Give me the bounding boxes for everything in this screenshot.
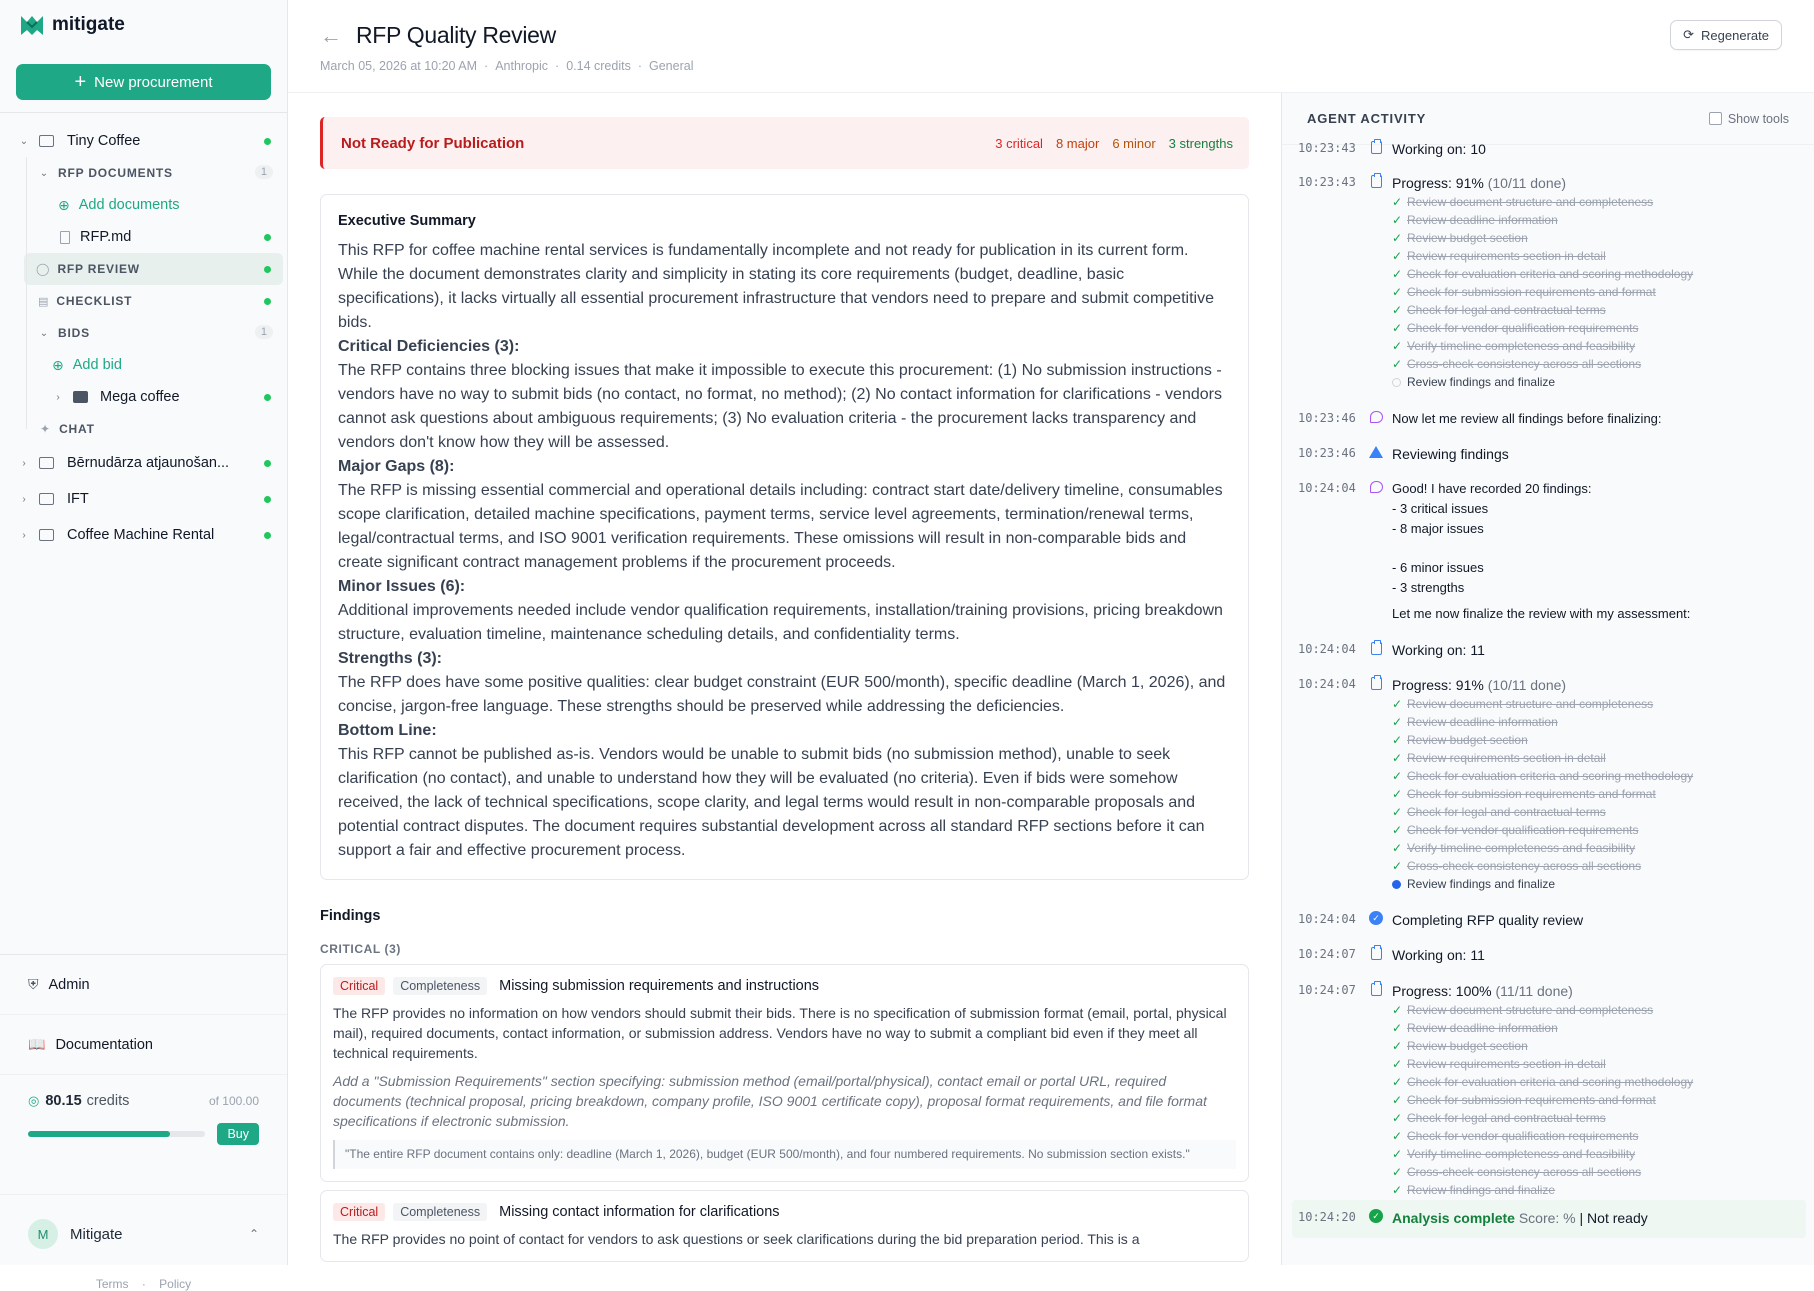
todo-item (1392, 749, 1804, 767)
alert-triangle-icon (1369, 446, 1383, 458)
todo-item (1392, 785, 1804, 803)
nav-checklist[interactable] (0, 285, 287, 317)
status-dot (264, 298, 271, 305)
todo-list (1392, 1001, 1804, 1199)
todo-text: Check for vendor qualification requirements (1407, 1129, 1639, 1143)
activity-entry (1298, 910, 1804, 930)
credits-progress (28, 1131, 205, 1137)
check-circle-icon: ✓ (1369, 911, 1383, 925)
credits-progress-fill (28, 1131, 170, 1137)
check-icon: ✓ (1392, 1039, 1403, 1053)
pending-circle-icon (1392, 378, 1401, 387)
todo-item (1392, 247, 1804, 265)
todo-text: Review findings and finalize (1407, 877, 1556, 891)
todo-text: Review budget section (1407, 231, 1528, 245)
check-icon: ✓ (1392, 357, 1403, 371)
page-title: RFP Quality Review (356, 22, 556, 48)
check-icon: ✓ (1392, 823, 1403, 837)
entry-text: Working on: 11 (1392, 642, 1485, 658)
timestamp: 10:24:04 (1298, 481, 1356, 495)
todo-text: Review budget section (1407, 733, 1528, 747)
check-circle-icon: ✓ (1369, 1209, 1383, 1223)
status-banner (320, 117, 1249, 169)
avatar: M (28, 1219, 58, 1249)
todo-text: Cross-check consistency across all sections (1407, 357, 1642, 371)
activity-entry (1298, 1208, 1804, 1228)
todo-item (1392, 1001, 1804, 1019)
todo-item (1392, 731, 1804, 749)
plus-icon: + (74, 71, 87, 93)
buy-button[interactable]: Buy (217, 1123, 259, 1145)
nav-label: CHAT (59, 422, 95, 436)
todo-list (1392, 193, 1804, 391)
refresh-icon: ⟳ (1683, 27, 1695, 42)
todo-text: Check for vendor qualification requirements (1407, 321, 1639, 335)
credits-total: of 100.00 (208, 1094, 259, 1108)
todo-item (1392, 1091, 1804, 1109)
summary-major: The RFP is missing essential commercial and operational details including: contract start date/delivery timeline, consumables scope clarification, detailed machine specifications, payment terms, service level agreements, termination/renewal terms, legal/contractual terms, and ISO 9001 verification requirements. These omissions will result in non-comparable bids and create significant contract management problems if the procurement proceeds. (338, 482, 1223, 571)
check-icon: ✓ (1392, 1111, 1403, 1125)
todo-text: Verify timeline completeness and feasibility (1407, 339, 1636, 353)
todo-text: Review requirements section in detail (1407, 751, 1606, 765)
separator: · (637, 59, 642, 73)
progress-sub: (11/11 done) (1495, 983, 1573, 999)
project-tree (0, 112, 287, 553)
summary-bottom-line: This RFP cannot be published as-is. Vendors would be unable to submit bids (no submission method), unable to seek clarification (no contact), and unable to understand how they will be evaluated (no criteria). Even if bids were somehow received, the lack of technical specifications, scope clarity, and legal terms would result in non-comparable proposals and potential contract disputes. The document requires substantial development across all standard RFP sections before it can support a fair and effective procurement process. (338, 746, 1205, 859)
add-documents-link[interactable] (0, 189, 287, 221)
todo-text: Check for submission requirements and format (1407, 285, 1656, 299)
check-icon: ✓ (1392, 213, 1403, 227)
todo-text: Check for evaluation criteria and scoring methodology (1407, 1075, 1694, 1089)
chevron-down-icon[interactable]: ⌄ (39, 327, 49, 339)
finding-evidence: "The entire RFP document contains only: deadline (March 1, 2026), budget (EUR 500/month), and four numbered requirements. No submission section exists." (333, 1140, 1236, 1169)
credits-value: 80.15 (45, 1093, 82, 1109)
new-procurement-button[interactable] (16, 64, 271, 100)
todo-item (1392, 1163, 1804, 1181)
section-label: RFP DOCUMENTS (58, 166, 173, 180)
clipboard-icon (1371, 175, 1382, 188)
check-icon: ✓ (1392, 859, 1403, 873)
check-icon: ✓ (1392, 841, 1403, 855)
app-name: mitigate (52, 14, 125, 35)
todo-item (1392, 193, 1804, 211)
finding-recommendation: Add a "Submission Requirements" section specifying: submission method (email/portal/physical), contact email or portal URL, required documents (technical proposal, pricing breakdown, company profile, ISO 9001 certificate copy), proposal format requirements, and file format specifications if electronic submission. (333, 1073, 1207, 1129)
findings-critical-label: CRITICAL (3) (320, 942, 401, 956)
todo-list (1392, 695, 1804, 893)
timestamp: 10:24:04 (1298, 677, 1356, 691)
entry-line: - 3 strengths (1392, 580, 1465, 595)
add-documents-label: Add documents (78, 197, 180, 213)
todo-item (1392, 875, 1804, 893)
todo-text: Check for legal and contractual terms (1407, 303, 1606, 317)
timestamp: 10:23:43 (1298, 141, 1356, 155)
todo-text: Review budget section (1407, 1039, 1528, 1053)
todo-item (1392, 1055, 1804, 1073)
progress-sub: (10/11 done) (1487, 175, 1567, 191)
status-dot (264, 138, 271, 145)
in-progress-dot-icon (1392, 880, 1401, 889)
todo-item (1392, 803, 1804, 821)
nav-chat[interactable] (0, 413, 287, 445)
check-icon: ✓ (1392, 1147, 1403, 1161)
check-icon: ✓ (1392, 769, 1403, 783)
chevron-down-icon[interactable]: ⌄ (39, 167, 49, 179)
category-badge: Completeness (393, 977, 487, 995)
documentation-link[interactable] (0, 1015, 287, 1075)
check-icon: ✓ (1392, 733, 1403, 747)
show-tools-label: Show tools (1727, 111, 1789, 126)
check-icon: ✓ (1392, 249, 1403, 263)
todo-text: Review document structure and completeness (1407, 1003, 1654, 1017)
page-meta (320, 59, 1782, 73)
todo-item (1392, 1019, 1804, 1037)
activity-entry (1298, 945, 1804, 965)
timestamp: 10:23:43 (1298, 175, 1356, 189)
check-icon: ✓ (1392, 303, 1403, 317)
plus-circle-icon: ⊕ (58, 196, 70, 213)
todo-item (1392, 1127, 1804, 1145)
section-label: BIDS (58, 326, 90, 340)
todo-item (1392, 229, 1804, 247)
entry-line: - 3 critical issues (1392, 501, 1489, 516)
summary-strengths: The RFP does have some positive qualities: clear budget constraint (EUR 500/month), specific deadline (March 1, 2026), and concise, jargon-free language. These strengths should be preserved while addressing the deficiencies. (338, 674, 1226, 715)
project-tiny-coffee[interactable] (0, 125, 287, 157)
entry-line: Let me now finalize the review with my assessment: (1392, 606, 1691, 621)
activity-entry (1298, 981, 1804, 1199)
entry-text: Working on: 10 (1392, 141, 1486, 157)
finding-card[interactable] (320, 964, 1249, 1182)
todo-item (1392, 283, 1804, 301)
chevron-right-icon[interactable]: › (22, 493, 26, 505)
status-dot (264, 532, 271, 539)
separator: · (484, 59, 489, 73)
review-content (288, 93, 1281, 1265)
check-icon: ✓ (1392, 1183, 1403, 1197)
todo-text: Check for submission requirements and format (1407, 1093, 1656, 1107)
separator: · (555, 59, 560, 73)
project-name: Tiny Coffee (67, 133, 141, 149)
executive-summary (320, 194, 1249, 880)
sparkle-icon: ✦ (40, 422, 51, 436)
summary-heading: Minor Issues (6): (338, 578, 466, 595)
check-icon: ✓ (1392, 195, 1403, 209)
todo-text: Review findings and finalize (1407, 375, 1556, 389)
clipboard-icon (1371, 642, 1382, 655)
todo-item (1392, 1037, 1804, 1055)
regenerate-button[interactable] (1670, 20, 1782, 50)
shield-icon: ⛨ (28, 976, 39, 992)
activity-entry (1298, 675, 1804, 893)
check-icon: ✓ (1392, 805, 1403, 819)
check-icon: ✓ (1392, 1021, 1403, 1035)
findings-title: Findings (320, 908, 381, 924)
bid-mega-coffee[interactable] (0, 381, 287, 413)
todo-item (1392, 1145, 1804, 1163)
count-badge: 1 (255, 165, 273, 179)
add-bid-label: Add bid (72, 357, 122, 373)
folder-icon (39, 493, 54, 505)
todo-item (1392, 857, 1804, 875)
todo-text: Review deadline information (1407, 1021, 1558, 1035)
summary-title: Executive Summary (338, 213, 476, 229)
severity-badge: Critical (333, 977, 385, 995)
chevron-up-icon[interactable]: ⌃ (248, 1227, 259, 1241)
sidebar (0, 0, 288, 1291)
todo-text: Check for vendor qualification requirements (1407, 823, 1639, 837)
meta-credits: 0.14 credits (566, 59, 631, 73)
progress-sub: (10/11 done) (1487, 677, 1567, 693)
entry-text: Now let me review all findings before finalizing: (1392, 411, 1662, 426)
file-icon (60, 231, 70, 244)
todo-item (1392, 767, 1804, 785)
check-icon: ✓ (1392, 751, 1403, 765)
activity-log[interactable] (1282, 141, 1814, 1265)
summary-heading: Major Gaps (8): (338, 458, 455, 475)
timestamp: 10:24:07 (1298, 983, 1356, 997)
todo-text: Review deadline information (1407, 715, 1558, 729)
todo-item (1392, 1181, 1804, 1199)
todo-item (1392, 301, 1804, 319)
finding-description: The RFP provides no information on how vendors should submit their bids. There is no specification of submission format (email, portal, physical mail), required documents, contact information, or submission address. Vendors have no way to submit a compliant bid even if they meet all technical requirements. (333, 1005, 1227, 1061)
todo-text: Cross-check consistency across all sections (1407, 859, 1642, 873)
check-icon: ✓ (1392, 321, 1403, 335)
critical-count: 3 critical (995, 135, 1043, 151)
summary-heading: Strengths (3): (338, 650, 442, 667)
nav-label: RFP REVIEW (57, 262, 140, 276)
tree-guide (26, 157, 27, 429)
project-name: Bērnudārza atjaunošan... (67, 455, 230, 471)
coin-icon: ◎ (28, 1093, 40, 1108)
todo-text: Review requirements section in detail (1407, 1057, 1606, 1071)
todo-text: Cross-check consistency across all sections (1407, 1165, 1642, 1179)
todo-item (1392, 839, 1804, 857)
todo-item (1392, 695, 1804, 713)
summary-minor: Additional improvements needed include vendor qualification requirements, installation/training provisions, pricing breakdown structure, evaluation timeline, maintenance scheduling details, and confidentiality terms. (338, 602, 1223, 643)
status-dot (264, 460, 271, 467)
clipboard-icon (1371, 983, 1382, 996)
complete-label: Analysis complete (1392, 1210, 1515, 1226)
meta-provider: Anthropic (495, 59, 549, 73)
message-icon (1370, 481, 1383, 493)
section-bids[interactable] (0, 317, 287, 349)
separator: · (141, 1277, 146, 1291)
check-icon: ✓ (1392, 1003, 1403, 1017)
summary-heading: Critical Deficiencies (3): (338, 338, 520, 355)
admin-label: Admin (48, 976, 90, 993)
todo-text: Review deadline information (1407, 213, 1558, 227)
todo-item (1392, 211, 1804, 229)
agent-activity-panel (1281, 93, 1814, 1265)
credits-panel (0, 1075, 287, 1195)
todo-item (1392, 337, 1804, 355)
project-item[interactable] (0, 481, 287, 517)
todo-text: Check for legal and contractual terms (1407, 805, 1606, 819)
todo-text: Review document structure and completeness (1407, 697, 1654, 711)
sidebar-footer (0, 954, 287, 1291)
check-icon: ✓ (1392, 231, 1403, 245)
activity-entry (1298, 173, 1804, 391)
policy-link[interactable]: Policy (159, 1277, 192, 1291)
entry-text: Reviewing findings (1392, 446, 1509, 462)
entry-line: Good! I have recorded 20 findings: (1392, 481, 1592, 496)
folder-icon (39, 135, 54, 147)
section-rfp-documents[interactable] (0, 157, 287, 189)
check-icon: ✓ (1392, 339, 1403, 353)
main (288, 0, 1814, 1265)
summary-critical: The RFP contains three blocking issues that make it impossible to execute this procurement: (1) No submission instructions - vendors have no way to submit bids (no contact, no format, no method); (2) No contact information for clarifications - vendors cannot ask questions about ambiguous requirements; (3) No evaluation criteria - the procurement lacks transparency and vendors don't know how they will be assessed. (338, 362, 1222, 451)
check-icon: ✓ (1392, 715, 1403, 729)
page-header (288, 0, 1814, 93)
check-icon: ✓ (1392, 1165, 1403, 1179)
timestamp: 10:24:04 (1298, 642, 1356, 656)
clipboard-icon (1371, 947, 1382, 960)
todo-text: Check for submission requirements and format (1407, 787, 1656, 801)
regenerate-label: Regenerate (1701, 27, 1769, 43)
file-rfp-md[interactable] (0, 221, 287, 253)
nav-label: CHECKLIST (56, 294, 133, 308)
summary-heading: Bottom Line: (338, 722, 437, 739)
status-dot (264, 496, 271, 503)
progress-label: Progress: 100% (1392, 983, 1492, 999)
book-icon: 📖 (28, 1036, 46, 1052)
todo-item (1392, 1073, 1804, 1091)
result-status: | Not ready (1579, 1210, 1648, 1226)
chevron-right-icon[interactable]: › (22, 457, 26, 469)
todo-text: Review document structure and completeness (1407, 195, 1654, 209)
folder-icon (73, 391, 88, 403)
minor-count: 6 minor (1112, 135, 1156, 151)
todo-text: Review findings and finalize (1407, 1183, 1556, 1197)
todo-item (1392, 265, 1804, 283)
todo-text: Verify timeline completeness and feasibility (1407, 1147, 1636, 1161)
check-icon: ✓ (1392, 697, 1403, 711)
show-tools-checkbox[interactable] (1709, 112, 1722, 125)
todo-item (1392, 355, 1804, 373)
status-dot (264, 234, 271, 241)
file-name: RFP.md (80, 229, 132, 245)
message-icon (1370, 411, 1383, 423)
brand[interactable] (0, 0, 287, 50)
progress-label: Progress: 91% (1392, 677, 1484, 693)
show-tools-toggle[interactable] (1709, 112, 1789, 126)
status-dot (264, 394, 271, 401)
check-icon: ✓ (1392, 1075, 1403, 1089)
timestamp: 10:23:46 (1298, 411, 1356, 425)
check-icon: ✓ (1392, 285, 1403, 299)
check-circle-icon: ◯ (36, 262, 50, 276)
admin-link[interactable] (0, 955, 287, 1015)
user-menu[interactable] (0, 1195, 287, 1273)
finding-title: Missing submission requirements and instructions (499, 978, 820, 994)
progress-label: Progress: 91% (1392, 175, 1484, 191)
entry-line: - 8 major issues (1392, 521, 1484, 536)
bid-name: Mega coffee (100, 389, 180, 405)
chevron-right-icon[interactable]: › (22, 529, 26, 541)
todo-text: Verify timeline completeness and feasibility (1407, 841, 1636, 855)
folder-icon (39, 529, 54, 541)
new-procurement-label: New procurement (94, 73, 213, 91)
finding-card[interactable] (320, 1190, 1249, 1262)
chevron-right-icon[interactable]: › (56, 391, 60, 403)
credits-label: credits (86, 1093, 130, 1109)
todo-item (1392, 1109, 1804, 1127)
activity-title: AGENT ACTIVITY (1307, 111, 1427, 126)
activity-entry (1298, 640, 1804, 660)
chevron-down-icon[interactable]: ⌄ (19, 135, 29, 147)
project-item[interactable] (0, 445, 287, 481)
plus-circle-icon: ⊕ (52, 356, 64, 373)
timestamp: 10:24:07 (1298, 947, 1356, 961)
todo-item (1392, 319, 1804, 337)
legal-links (0, 1277, 287, 1291)
documentation-label: Documentation (55, 1036, 153, 1053)
timestamp: 10:23:46 (1298, 446, 1356, 460)
activity-entry (1298, 409, 1804, 429)
todo-item (1392, 821, 1804, 839)
status-text: Not Ready for Publication (341, 134, 525, 152)
todo-item (1392, 373, 1804, 391)
user-name: Mitigate (70, 1225, 123, 1243)
category-badge: Completeness (393, 1203, 487, 1221)
clipboard-icon: ▤ (38, 295, 49, 308)
finding-title: Missing contact information for clarifications (499, 1204, 780, 1220)
todo-text: Check for evaluation criteria and scoring methodology (1407, 267, 1694, 281)
project-item[interactable] (0, 517, 287, 553)
status-dot (264, 266, 271, 273)
timestamp: 10:24:20 (1298, 1210, 1356, 1224)
check-icon: ✓ (1392, 787, 1403, 801)
major-count: 8 major (1055, 135, 1100, 151)
severity-badge: Critical (333, 1203, 385, 1221)
finding-description: The RFP provides no point of contact for vendors to ask questions or seek clarifications during the bid preparation period. This is a (333, 1231, 1140, 1247)
check-icon: ✓ (1392, 1057, 1403, 1071)
todo-text: Review requirements section in detail (1407, 249, 1606, 263)
entry-text: Working on: 11 (1392, 947, 1485, 963)
check-icon: ✓ (1392, 1093, 1403, 1107)
todo-item (1392, 713, 1804, 731)
mitigate-logo-icon (20, 14, 44, 36)
activity-entry (1298, 479, 1804, 624)
project-name: Coffee Machine Rental (67, 527, 215, 543)
entry-text: Completing RFP quality review (1392, 912, 1584, 928)
activity-entry (1298, 139, 1804, 159)
summary-intro: This RFP for coffee machine rental services is fundamentally incomplete and not ready for publication in its current form. While the document demonstrates clarity and simplicity in stating its core requirements (budget, deadline, basic specifications), it lacks virtually all essential procurement infrastructure that vendors need to prepare and submit competitive bids. (338, 242, 1214, 331)
nav-rfp-review[interactable] (24, 253, 283, 285)
project-name: IFT (67, 491, 89, 507)
activity-entry (1298, 444, 1804, 464)
meta-date: March 05, 2026 at 10:20 AM (320, 59, 478, 73)
clipboard-icon (1371, 141, 1382, 154)
meta-category: General (649, 59, 694, 73)
todo-text: Check for legal and contractual terms (1407, 1111, 1606, 1125)
folder-icon (39, 457, 54, 469)
clipboard-icon (1371, 677, 1382, 690)
back-arrow-icon[interactable]: ← (320, 22, 342, 48)
terms-link[interactable]: Terms (95, 1277, 129, 1291)
check-icon: ✓ (1392, 1129, 1403, 1143)
score-text: Score: % (1518, 1210, 1576, 1226)
todo-text: Check for evaluation criteria and scoring methodology (1407, 769, 1694, 783)
entry-line: - 6 minor issues (1392, 560, 1484, 575)
strengths-count: 3 strengths (1168, 135, 1233, 151)
count-badge: 1 (255, 325, 273, 339)
check-icon: ✓ (1392, 267, 1403, 281)
timestamp: 10:24:04 (1298, 912, 1356, 926)
add-bid-link[interactable] (0, 349, 287, 381)
